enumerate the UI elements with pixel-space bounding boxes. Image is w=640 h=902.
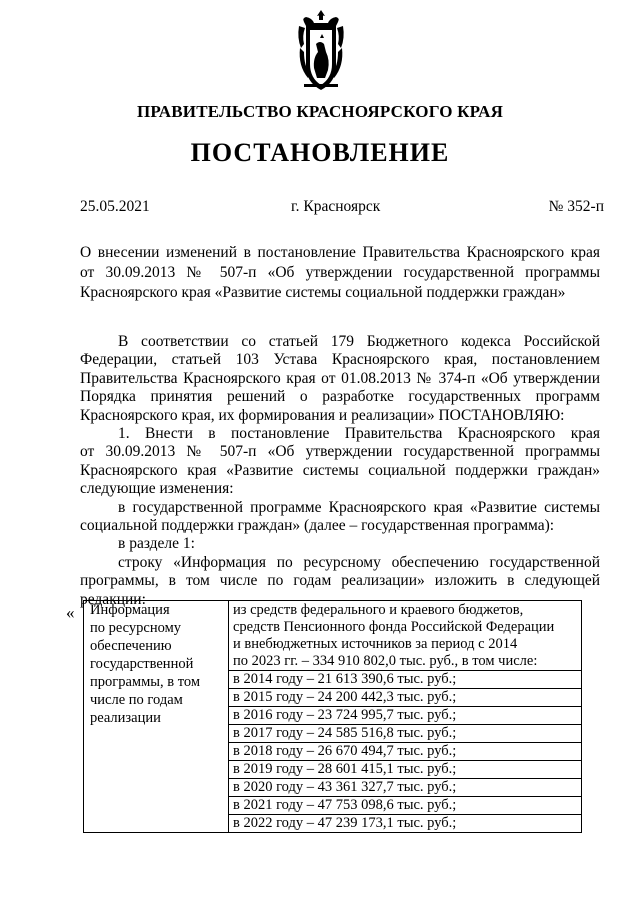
body-line: редакции: — [80, 590, 146, 608]
table-row — [84, 601, 582, 833]
year-amount-line: в 2017 году – 24 585 516,8 тыс. руб.; — [229, 724, 581, 742]
body-line: следующие изменения: — [80, 480, 234, 498]
document-city: г. Красноярск — [291, 198, 381, 215]
body-line: Федерации, статьей 103 Устава Красноярского края, постановлением — [80, 351, 600, 369]
body-line: в государственной программе Красноярского края «Развитие системы — [118, 498, 600, 516]
body-line: Красноярского края, их формирования и реализации» ПОСТАНОВЛЯЮ: — [80, 406, 565, 424]
label-line: программы, в том — [90, 674, 201, 690]
intro-line: из средств федерального и краевого бюджетов, — [233, 602, 524, 618]
year-amount-line: в 2016 году – 23 724 995,7 тыс. руб.; — [229, 706, 581, 724]
label-line: обеспечению — [90, 638, 172, 654]
year-amount-line: в 2020 году – 43 361 327,7 тыс. руб.; — [229, 778, 581, 796]
document-body — [80, 333, 600, 609]
year-amount-line: в 2018 году – 26 670 494,7 тыс. руб.; — [229, 742, 581, 760]
intro-line: и внебюджетных источников за период с 2014 — [233, 636, 518, 652]
body-line: в разделе 1: — [118, 535, 195, 553]
document-number: № 352-п — [548, 198, 604, 215]
body-line: строку «Информация по ресурсному обеспечению государственной — [118, 553, 600, 571]
label-line: Информация — [90, 602, 170, 618]
body-line: Правительства Красноярского края от 01.08.2013 № 374-п «Об утверждении — [80, 369, 600, 387]
table-label-cell — [84, 601, 229, 833]
intro-line: средств Пенсионного фонда Российской Федерации — [233, 619, 555, 635]
document-type-title: ПОСТАНОВЛЕНИЕ — [190, 138, 450, 167]
year-amount-line: в 2022 году – 47 239 173,1 тыс. руб.; — [229, 814, 581, 832]
label-line: государственной — [90, 656, 194, 672]
body-line: В соответствии со статьей 179 Бюджетного кодекса Российской — [118, 333, 600, 350]
body-line: 1. Внести в постановление Правительства Красноярского края — [118, 425, 600, 443]
body-line: от 30.09.2013 № 507-п «Об утверждении государственной программы — [80, 443, 600, 461]
intro-line: по 2023 гг. – 334 910 802,0 тыс. руб., в том числе: — [233, 653, 538, 669]
document-subject — [80, 243, 600, 303]
year-amount-line: в 2015 году – 24 200 442,3 тыс. руб.; — [229, 688, 581, 706]
label-line: реализации — [90, 710, 161, 726]
year-amount-line: в 2019 году – 28 601 415,1 тыс. руб.; — [229, 760, 581, 778]
subject-line: О внесении изменений в постановление Правительства Красноярского края — [80, 244, 600, 261]
subject-line: от 30.09.2013 № 507-п «Об утверждении государственной программы — [80, 264, 600, 281]
coat-of-arms-icon — [296, 8, 346, 92]
organization-name: ПРАВИТЕЛЬСТВО КРАСНОЯРСКОГО КРАЯ — [136, 102, 504, 121]
subject-line: Красноярского края «Развитие системы социальной поддержки граждан» — [80, 284, 566, 301]
table-value-cell — [229, 601, 582, 833]
opening-quote-mark: « — [66, 603, 75, 622]
body-line: Красноярского края «Развитие системы социальной поддержки граждан» — [80, 461, 600, 479]
body-line: социальной поддержки граждан» (далее – государственная программа): — [80, 517, 555, 535]
body-line: Порядка принятия решений о разработке государственных программ — [80, 388, 600, 406]
document-date: 25.05.2021 — [80, 198, 150, 215]
label-line: числе по годам — [90, 692, 183, 708]
label-line: по ресурсному — [90, 620, 182, 636]
year-amount-line: в 2021 году – 47 753 098,6 тыс. руб.; — [229, 796, 581, 814]
resource-info-table — [83, 600, 582, 833]
body-line: программы, в том числе по годам реализации» изложить в следующей — [80, 572, 600, 590]
intro-text — [229, 601, 581, 670]
year-amount-line: в 2014 году – 21 613 390,6 тыс. руб.; — [229, 670, 581, 688]
